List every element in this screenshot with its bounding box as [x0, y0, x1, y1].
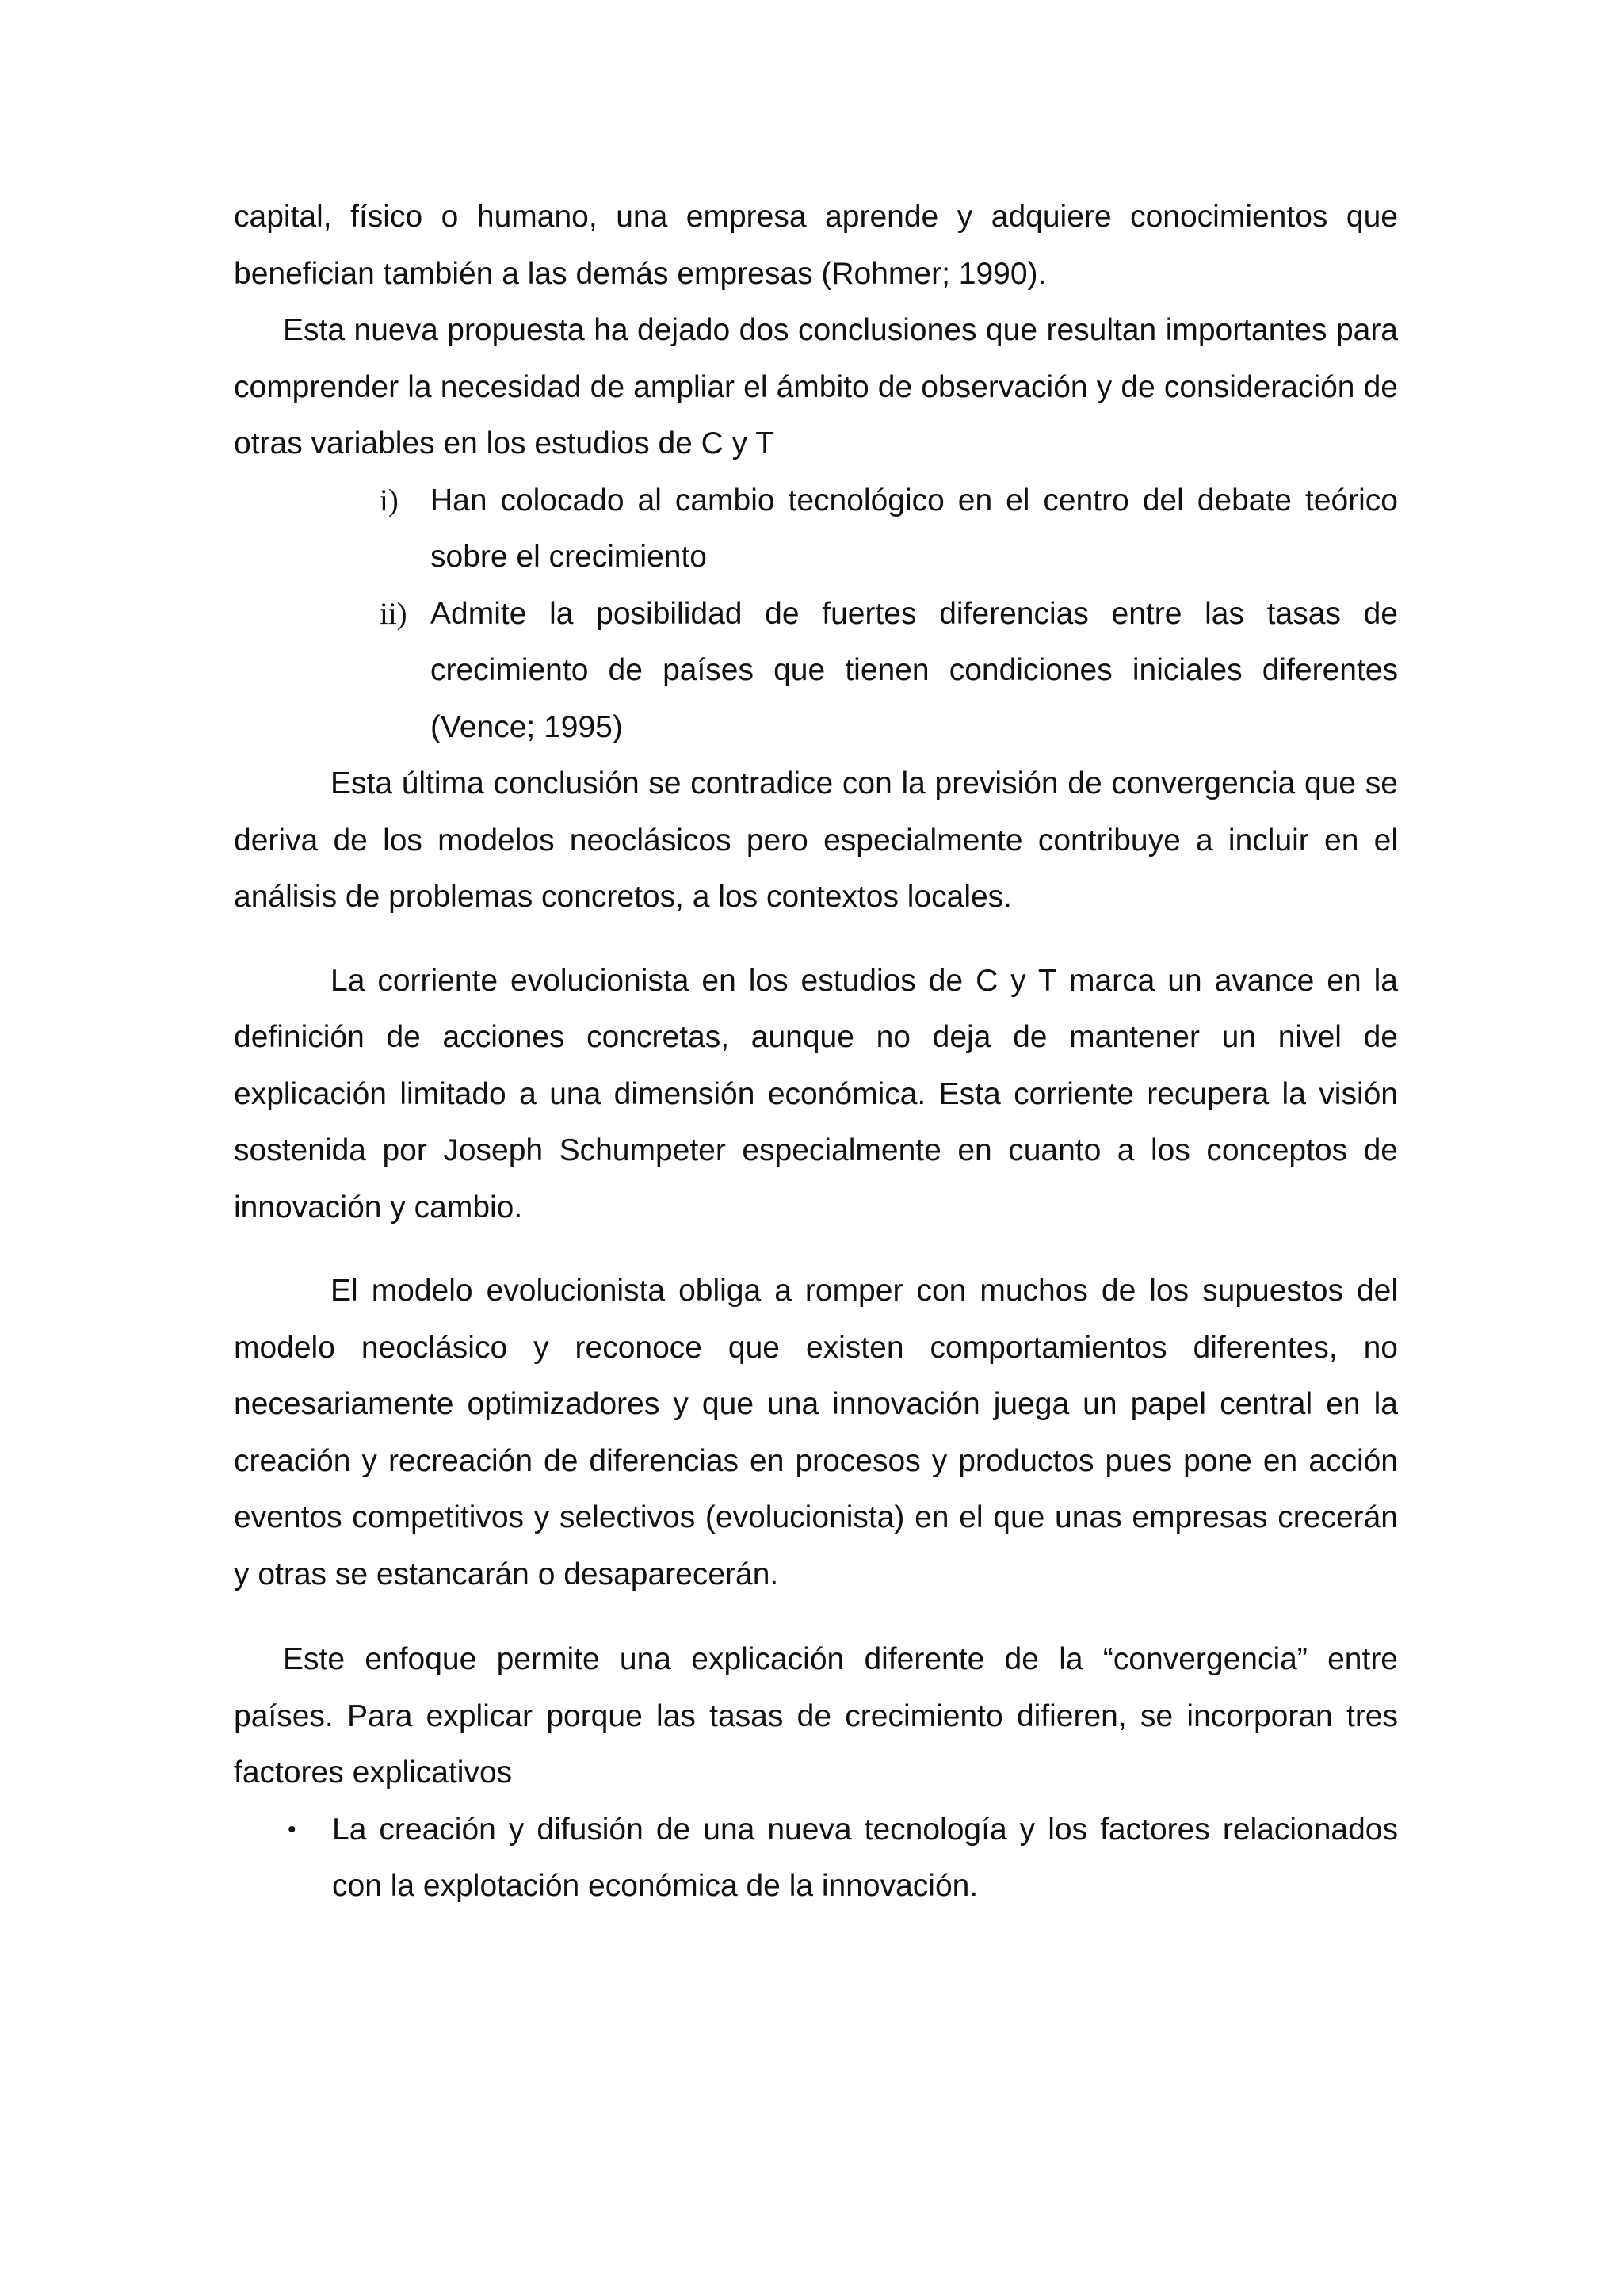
list-item-text: Admite la posibilidad de fuertes diferencias entre las tasas de crecimiento de países que tienen condiciones iniciales diferentes (Vence; 1995) [430, 596, 1398, 744]
paragraph-2: Esta nueva propuesta ha dejado dos conclusiones que resultan importantes para comprender la necesidad de ampliar el ámbito de observación y de consideración de otras variables en los estudios de C y T [234, 313, 1398, 460]
list-marker: ii) [380, 596, 407, 631]
paragraph-1: capital, físico o humano, una empresa aprende y adquiere conocimientos que benefician también a las demás empresas (Rohmer; 1990). [234, 200, 1398, 291]
factors-list [234, 1801, 1398, 1915]
paragraph-5: El modelo evolucionista obliga a romper con muchos de los supuestos del modelo neoclásico y reconoce que existen comportamientos diferentes, no necesariamente optimizadores y que una innovación juega un papel central en la creación y recreación de diferencias en procesos y productos pues pone en acción eventos competitivos y selectivos (evolucionista) en el que unas empresas crecerán y otras se estancarán o desaparecerán. [234, 1274, 1398, 1591]
bullet-icon: • [288, 1816, 296, 1843]
list-item [234, 472, 1398, 586]
list-item [234, 586, 1398, 756]
list-item [234, 1801, 1398, 1915]
list-item-text: Han colocado al cambio tecnológico en el centro del debate teórico sobre el crecimiento [430, 483, 1398, 574]
paragraph-3: Esta última conclusión se contradice con la previsión de convergencia que se deriva de los modelos neoclásicos pero especialmente contribuye a incluir en el análisis de problemas concretos, a los contextos locales. [234, 766, 1398, 914]
list-marker: i) [380, 483, 399, 518]
paragraph-4: La corriente evolucionista en los estudios de C y T marca un avance en la definición de acciones concretas, aunque no deja de mantener un nivel de explicación limitado a una dimensión económica. Esta corriente recupera la visión sostenida por Joseph Schumpeter especialmente en cuanto a los conceptos de innovación y cambio. [234, 963, 1398, 1224]
paragraph-6: Este enfoque permite una explicación diferente de la “convergencia” entre países. Para explicar porque las tasas de crecimiento difieren, se incorporan tres factores explicativos [234, 1642, 1398, 1790]
list-item-text: La creación y difusión de una nueva tecnología y los factores relacionados con la explotación económica de la innovación. [332, 1812, 1398, 1903]
body-text [234, 189, 1398, 1915]
conclusions-list [234, 472, 1398, 756]
